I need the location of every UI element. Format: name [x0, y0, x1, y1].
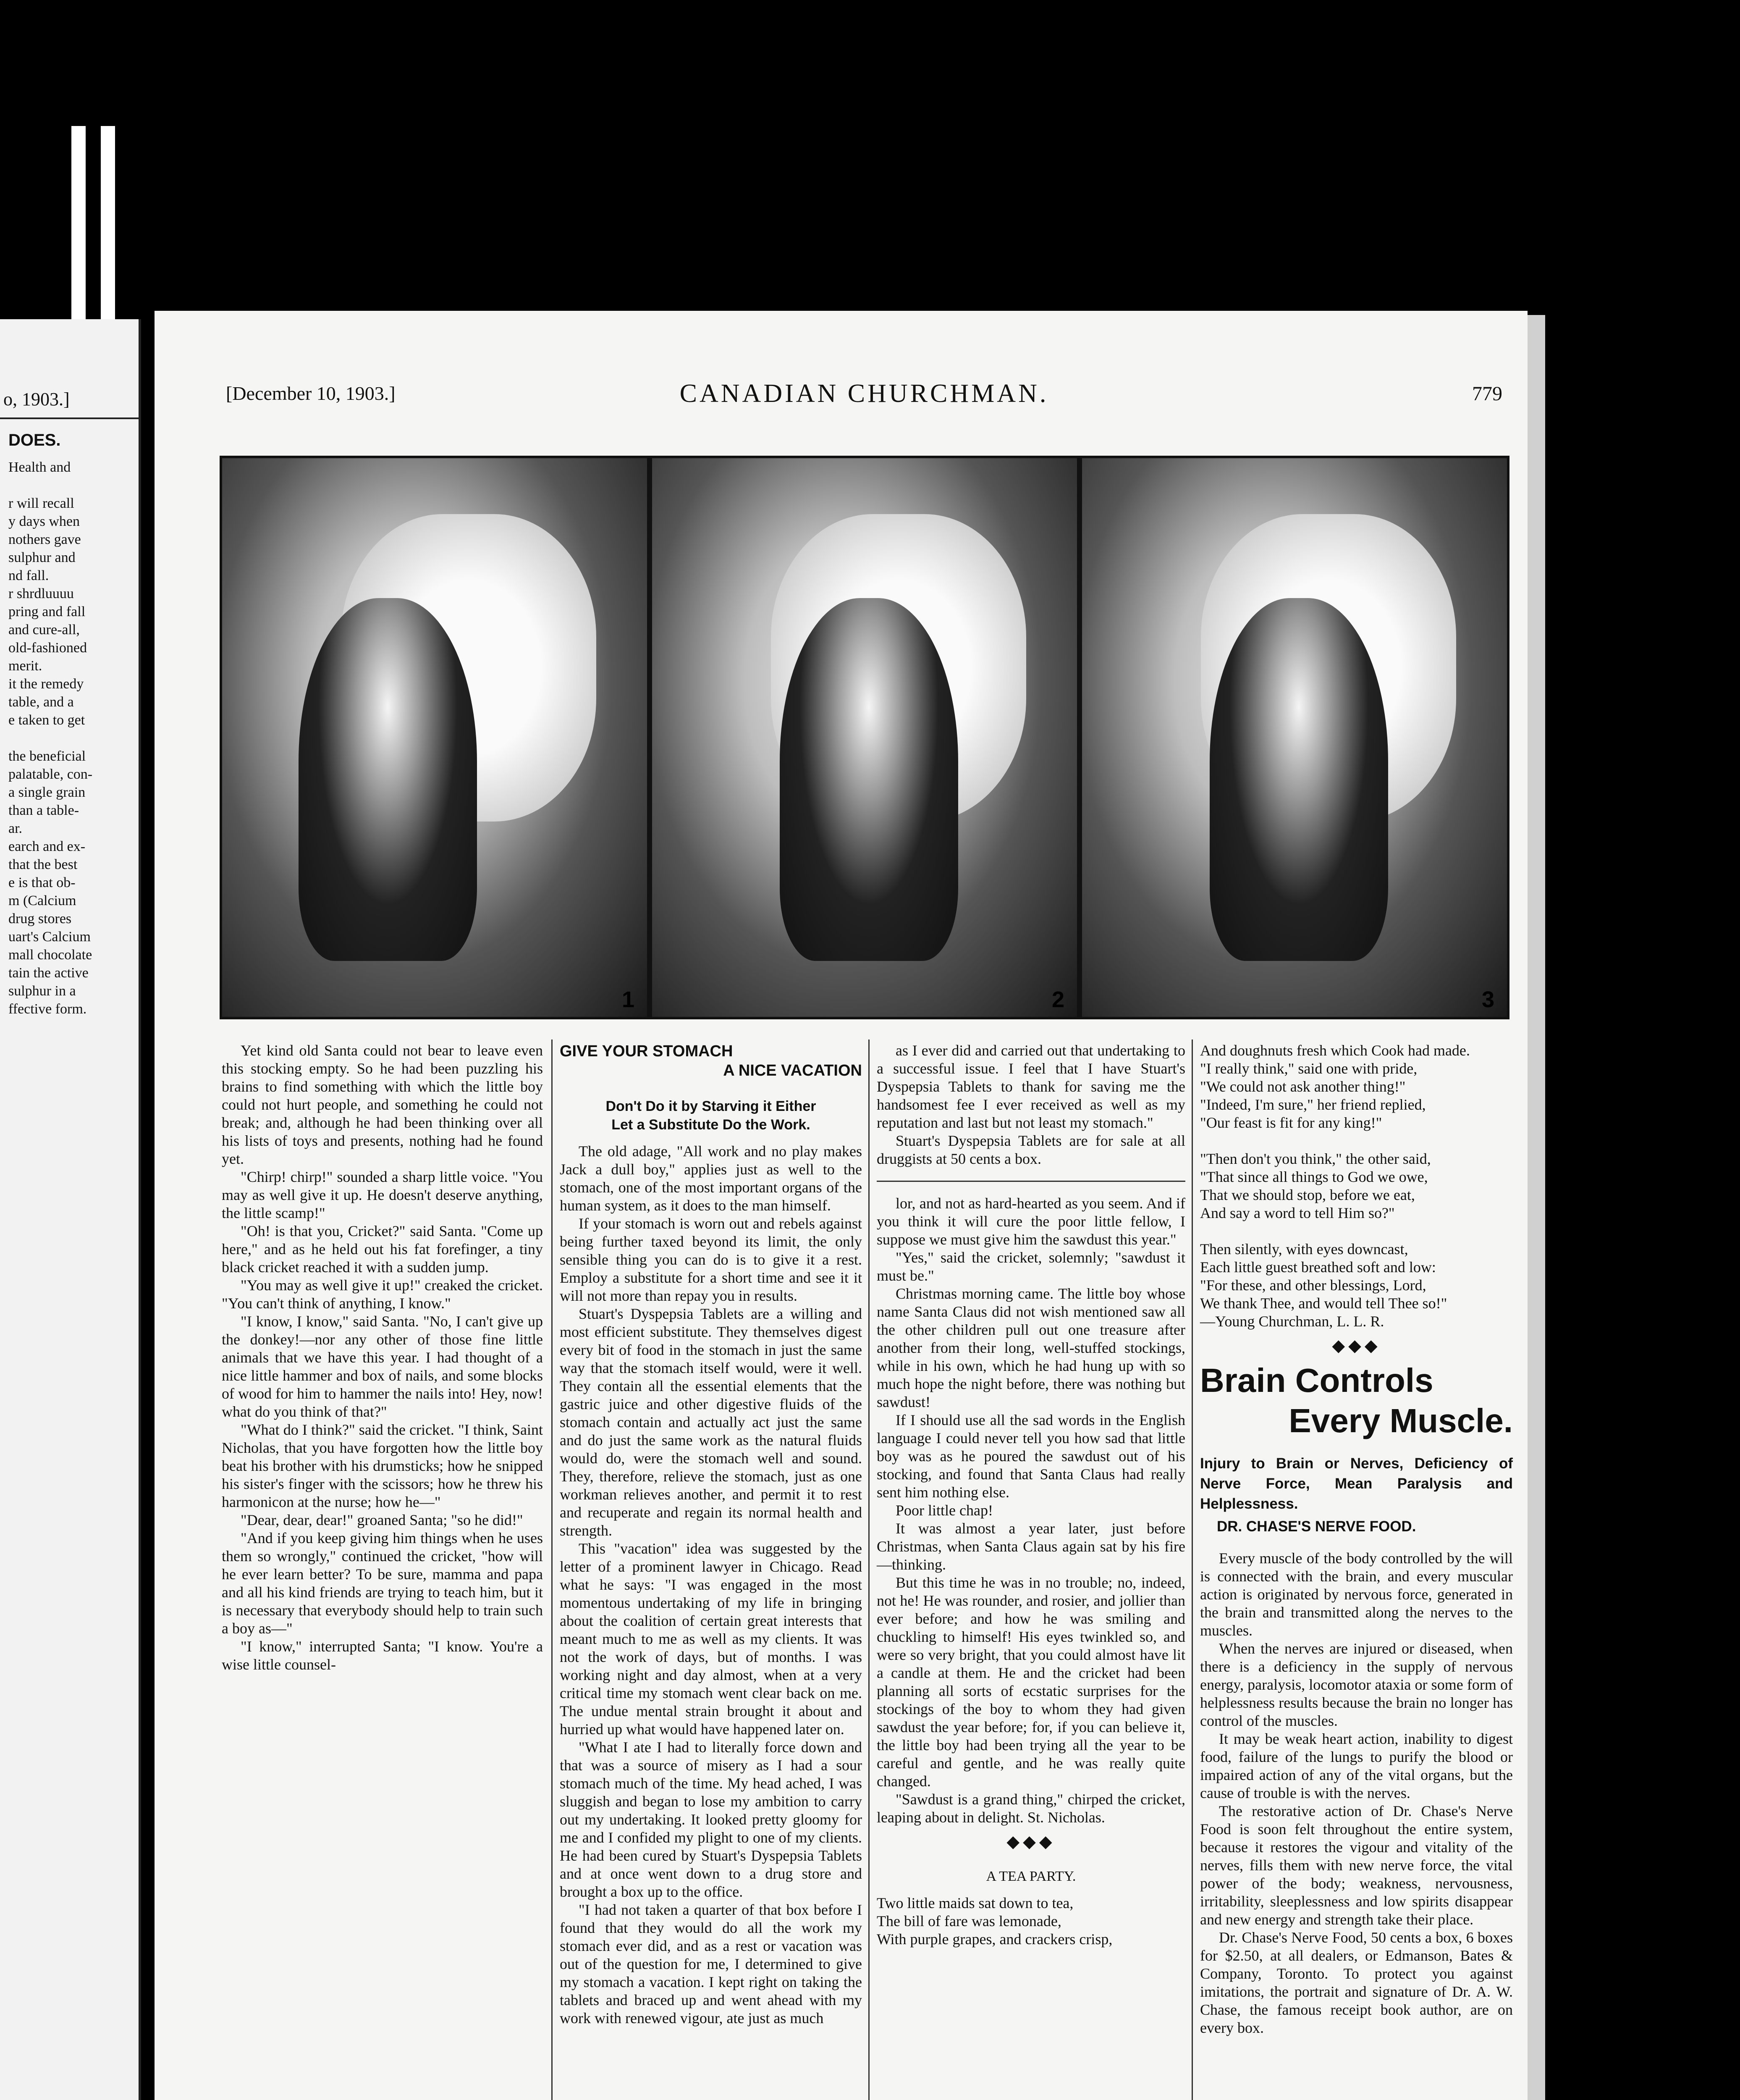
paragraph: "You may as well give it up!" creaked the cricket. "You can't think of anything, I know.": [222, 1277, 543, 1312]
verse-line: [1200, 1132, 1513, 1150]
article-subtitle: [560, 1097, 862, 1134]
left-page-line: palatable, con-: [8, 766, 93, 782]
article-subtitle-line-2: Let a Substitute Do the Work.: [611, 1117, 810, 1133]
left-page-line: earch and ex-: [8, 839, 86, 854]
ad-title-line-2: Every Muscle.: [1289, 1402, 1513, 1439]
paragraph: The restorative action of Dr. Chase's Nerve Food is soon felt throughout the entire system, because it restores the vigour and vitality of the nerves, fills them with new nerve force, the vital power of the body; weakness, nervousness, irritability, sleeplessness and low spirits disappear and new energy and strength take their place.: [1200, 1803, 1513, 1928]
left-page-line: r will recall: [8, 496, 74, 511]
paragraph: "Oh! is that you, Cricket?" said Santa. "Come up here," and as he held out his fat forefinger, a tiny black cricket reached it with a sudden jump.: [222, 1223, 543, 1276]
paragraph: If I should use all the sad words in the English language I could never tell you how sad that little boy was as he poured the sawdust out of his stocking, and found that Santa Claus had really sent him nothing else.: [877, 1412, 1185, 1501]
left-page-line: a single grain: [8, 785, 86, 800]
left-page-line: than a table-: [8, 803, 79, 818]
paragraph: Poor little chap!: [896, 1502, 993, 1519]
left-page-line: drug stores: [8, 911, 72, 927]
left-page-line: nothers gave: [8, 532, 81, 547]
verse-line: And doughnuts fresh which Cook had made.: [1200, 1042, 1470, 1059]
masthead-title: CANADIAN CHURCHMAN.: [679, 379, 1049, 408]
paragraph: "Yes," said the cricket, solemnly; "sawdust it must be.": [877, 1249, 1185, 1284]
verse-line: "For these, and other blessings, Lord,: [1200, 1277, 1426, 1294]
stomach-article-text: [560, 1142, 862, 2027]
left-page-line: ffective form.: [8, 1001, 87, 1017]
verse-line: "Then don't you think," the other said,: [1200, 1150, 1431, 1167]
left-page-line: the beneficial: [8, 748, 86, 764]
paragraph: This "vacation" idea was suggested by the letter of a prominent lawyer in Chicago. Read what he says: "I was engaged in the most momentous undertaking of my life in bringing about the coalition of certain great interests that meant much to me as well as my clients. It was not the work of days, but of months. I was working night and day almost, when at a very critical time my stomach went clear back on me. The undue mental strain brought it about and hurried up what would have happened later on.: [560, 1540, 862, 1738]
paragraph: Stuart's Dyspepsia Tablets are for sale at all druggists at 50 cents a box.: [877, 1132, 1185, 1167]
section-divider: [877, 1181, 1185, 1182]
verse-line: "I really think," said one with pride,: [1200, 1060, 1418, 1077]
paragraph: "Sawdust is a grand thing," chirped the cricket, leaping about in delight. St. Nicholas.: [877, 1791, 1185, 1826]
article-title-line-2: A NICE VACATION: [723, 1062, 862, 1079]
paragraph: as I ever did and carried out that undertaking to a successful issue. I feel that I have Stuart's Dyspepsia Tablets to thank for saving me the handsomest fee I ever received as well as my reputation and last but not least my stomach.": [877, 1042, 1185, 1131]
paragraph: "Chirp! chirp!" sounded a sharp little voice. "You may as well give it up. He doesn't deserve anything, the little scamp!": [222, 1168, 543, 1221]
verse-line: "Our feast is fit for any king!": [1200, 1114, 1382, 1131]
figure-shape: [1210, 598, 1388, 961]
left-page-line: y days when: [8, 514, 80, 529]
left-page-date: o, 1903.]: [0, 388, 139, 419]
left-page-line: m (Calcium: [8, 893, 76, 908]
left-page-line: sulphur and: [8, 550, 76, 565]
verse-line: Then silently, with eyes downcast,: [1200, 1241, 1408, 1257]
photo-panel-3: [1082, 458, 1507, 1017]
ad-brand: DR. CHASE'S NERVE FOOD.: [1217, 1518, 1416, 1535]
verse-line: That we should stop, before we eat,: [1200, 1186, 1415, 1203]
column-4: [1200, 1042, 1513, 2037]
left-page-line: e taken to get: [8, 712, 85, 728]
column-2-stomach-article: [560, 1042, 862, 2027]
tea-party-verse-continued: [1200, 1042, 1513, 1331]
santa-story-text: [222, 1042, 543, 1674]
page-number: 779: [1472, 383, 1502, 405]
nerve-food-text: [1200, 1549, 1513, 2037]
photo-number: 2: [1051, 987, 1064, 1012]
film-mark-top-right: [101, 126, 115, 353]
verse-line: "We could not ask another thing!": [1200, 1078, 1406, 1095]
stomach-article-continued: [877, 1042, 1185, 1168]
paragraph: "What do I think?" said the cricket. "I think, Saint Nicholas, that you have forgotten how the little boy beat his brother with his drumsticks; how he snipped his sister's finger with the scissors; how he threw his harmonicon at the nurse; how he—": [222, 1421, 543, 1510]
photo-strip: [220, 456, 1509, 1019]
verse-line: We thank Thee, and would tell Thee so!": [1200, 1295, 1447, 1312]
verse-line: Each little guest breathed soft and low:: [1200, 1259, 1436, 1276]
left-page-line: it the remedy: [8, 676, 84, 692]
paragraph: But this time he was in no trouble; no, indeed, not he! He was rounder, and rosier, and jollier than ever before; and how he was smiling and chuckling to himself! His eyes twinkled so, and were so very bright, that you could almost have lit a candle at them. He and the cricket had been planning all sorts of ecstatic surprises for the stockings of the boy to whom they had given sawdust the year before; for, if you can believe it, the little boy had been trying all the year to be careful and gentle, and he was really quite changed.: [877, 1574, 1185, 1790]
ornament-divider: ◆◆◆: [1332, 1336, 1381, 1355]
left-page-line: nd fall.: [8, 568, 49, 583]
left-page-line: mall chocolate: [8, 947, 92, 963]
paragraph: It may be weak heart action, inability to digest food, failure of the lungs to purify the blood or impaired action of any of the vital organs, but the cause of trouble is with the nerves.: [1200, 1730, 1513, 1801]
figure-shape: [299, 598, 477, 961]
tea-party-title: A TEA PARTY.: [986, 1869, 1076, 1884]
left-page-line: merit.: [8, 658, 42, 674]
article-subtitle-line-1: Don't Do it by Starving it Either: [605, 1098, 816, 1114]
article-title-line-1: GIVE YOUR STOMACH: [560, 1042, 733, 1060]
paragraph: "I know, I know," said Santa. "No, I can't give up the donkey!—nor any other of those fine little animals that we have this year. I had thought of a nice little hammer and box of nails, and some blocks of wood for him to hammer the nails into! Hey, now! what do you think of that?": [222, 1313, 543, 1420]
paragraph: If your stomach is worn out and rebels against being further taxed beyond its limit, the only sensible thing you can do is to give it a rest. Employ a substitute for a short time and see it it will not more than repay you in results.: [560, 1215, 862, 1304]
left-page-line: e is that ob-: [8, 875, 76, 890]
column-rule: [1192, 1040, 1193, 2100]
left-page-line: Health and: [8, 459, 71, 475]
column-1-story: [222, 1042, 543, 1674]
tea-party-verse: [877, 1894, 1185, 1948]
paragraph: Stuart's Dyspepsia Tablets are a willing and most efficient substitute. They themselves digest every bit of food in the stomach in just the same way that the stomach itself would, were it well. They contain all the essential elements that the gastric juice and other digestive fluids of the stomach contain and actually act just the same and do just the same work as the natural fluids would do, were the stomach well and sound. They, therefore, relieve the stomach, just as one workman relieves another, and permit it to rest and recuperate and regain its normal health and strength.: [560, 1305, 862, 1539]
paragraph: The old adage, "All work and no play makes Jack a dull boy," applies just as well to the stomach, one of the most important organs of the human system, as it does to the man himself.: [560, 1143, 862, 1214]
left-page-line: pring and fall: [8, 604, 86, 620]
left-page-line: tain the active: [8, 965, 89, 981]
verse-line: [1200, 1222, 1513, 1240]
paragraph: Dr. Chase's Nerve Food, 50 cents a box, 6 boxes for $2.50, at all dealers, or Edmanson, Bates & Company, Toronto. To protect you against imitations, the portrait and signature of Dr. A. W. Chase, the famous receipt book author, are on every box.: [1200, 1929, 1513, 2036]
ad-title-line-1: Brain Controls: [1200, 1362, 1433, 1399]
verse-line: And say a word to tell Him so?": [1200, 1205, 1395, 1221]
left-page-line: ar.: [8, 821, 23, 836]
left-page-line: sulphur in a: [8, 983, 76, 999]
ad-subheading: Injury to Brain or Nerves, Deficiency of Nerve Force, Mean Paralysis and Helplessness.: [1200, 1455, 1513, 1512]
paragraph: Every muscle of the body controlled by the will is connected with the brain, and every muscular action is originated by nervous force, generated in the brain and transmitted along the nerves to the muscles.: [1200, 1550, 1513, 1639]
adjacent-left-page: [0, 319, 141, 2100]
paragraph: Yet kind old Santa could not bear to leave even this stocking empty. So he had been puzzling his brains to find something with which the little boy could not hurt people, and something he could not break; and, although he had been thinking over all his lists of toys and presents, nothing had he found yet.: [222, 1042, 543, 1167]
page-header: [226, 379, 1502, 416]
figure-shape: [780, 598, 958, 961]
paragraph: "I know," interrupted Santa; "I know. You're a wise little counsel-: [222, 1638, 543, 1673]
left-page-heading: DOES.: [8, 431, 61, 449]
photo-number: 3: [1481, 987, 1494, 1012]
photo-number: 1: [621, 987, 634, 1012]
paragraph: When the nerves are injured or diseased, when there is a deficiency in the supply of nervous energy, paralysis, locomotor ataxia or some form of helplessness results because the brain no longer has control of the muscles.: [1200, 1640, 1513, 1729]
verse-line: With purple grapes, and crackers crisp,: [877, 1931, 1113, 1948]
left-page-line: that the best: [8, 857, 78, 872]
left-page-line: old-fashioned: [8, 640, 87, 656]
verse-line: "Indeed, I'm sure," her friend replied,: [1200, 1096, 1426, 1113]
verse-line: —Young Churchman, L. L. R.: [1200, 1313, 1384, 1330]
paragraph: lor, and not as hard-hearted as you seem. And if you think it will cure the poor little fellow, I suppose we must give him the sawdust this year.": [877, 1195, 1185, 1248]
photo-panel-1: [222, 458, 647, 1017]
left-page-line: table, and a: [8, 694, 74, 710]
column-3: [877, 1042, 1185, 1948]
photo-panel-2: [652, 458, 1077, 1017]
film-mark-top-left: [71, 126, 86, 353]
newspaper-page: [155, 311, 1528, 2100]
paragraph: "I had not taken a quarter of that box before I found that they would do all the work my stomach ever did, and as a rest or vacation was out of the question for me, I determined to give my stomach a vacation. I kept right on taking the tablets and braced up and went ahead with my work with renewed vigour, ate just as much: [560, 1901, 862, 2026]
santa-story-continued: [877, 1194, 1185, 1827]
column-rule: [551, 1040, 553, 2100]
left-page-line: r shrdluuuu: [8, 586, 74, 601]
paragraph: "What I ate I had to literally force down and that was a source of misery as I had a sour stomach much of the time. My head ached, I was sluggish and began to lose my ambition to carry out my undertaking. It looked pretty gloomy for me and I confided my plight to one of my clients. He had been cured by Stuart's Dyspepsia Tablets and at once went down to a drug store and brought a box up to the office.: [560, 1739, 862, 1900]
left-page-line: [8, 729, 134, 747]
left-page-text: [0, 450, 139, 1018]
verse-line: "That since all things to God we owe,: [1200, 1168, 1428, 1185]
issue-date: [December 10, 1903.]: [226, 383, 396, 404]
column-rule: [868, 1040, 870, 2100]
verse-line: Two little maids sat down to tea,: [877, 1895, 1074, 1911]
left-page-line: uart's Calcium: [8, 929, 91, 945]
left-page-line: and cure-all,: [8, 622, 80, 638]
paragraph: "And if you keep giving him things when he uses them so wrongly," continued the cricket, "how will he ever learn better? To be sure, mamma and papa and all his kind friends are trying to teach him, but it is necessary that everybody should help to train such a boy as—": [222, 1530, 543, 1637]
paragraph: Christmas morning came. The little boy whose name Santa Claus did not wish mentioned saw all the other children pull out one treasure after another from their long, well-stuffed stockings, while in his own, which he had hung up with so much hope the night before, there was nothing but sawdust!: [877, 1285, 1185, 1410]
ornament-divider: ◆◆◆: [1006, 1832, 1056, 1851]
left-page-line: [8, 476, 134, 494]
verse-line: The bill of fare was lemonade,: [877, 1913, 1061, 1929]
paragraph: It was almost a year later, just before Christmas, when Santa Claus again sat by his fire—thinking.: [877, 1520, 1185, 1573]
paragraph: "Dear, dear, dear!" groaned Santa; "so he did!": [241, 1512, 523, 1528]
